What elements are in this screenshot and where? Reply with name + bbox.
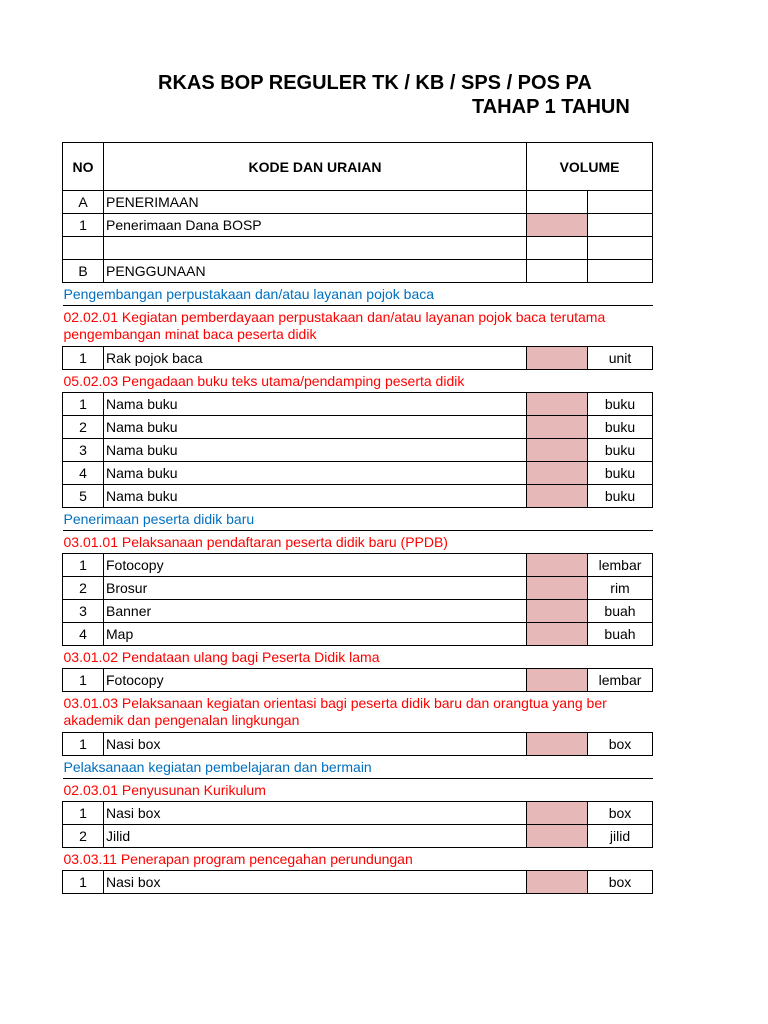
table-row	[63, 577, 653, 600]
row-number: B	[63, 260, 104, 283]
table-row	[63, 554, 653, 577]
table-row	[63, 237, 653, 260]
section-row	[63, 306, 653, 347]
document-title: RKAS BOP REGULER TK / KB / SPS / POS PA	[158, 72, 592, 94]
unit-cell[interactable]: buku	[588, 439, 653, 462]
section-row	[63, 848, 653, 871]
table-row	[63, 825, 653, 848]
section-row	[63, 370, 653, 393]
row-number: 2	[63, 577, 104, 600]
row-description[interactable]: Banner	[104, 600, 527, 623]
volume-cell[interactable]	[527, 554, 588, 577]
table-row	[63, 462, 653, 485]
section-heading-line: 02.02.01 Kegiatan pemberdayaan perpustakaan dan/atau layanan pojok baca terutama	[63, 309, 606, 325]
unit-cell[interactable]	[588, 191, 653, 214]
table-row	[63, 733, 653, 756]
unit-cell[interactable]: buku	[588, 485, 653, 508]
row-number: 4	[63, 462, 104, 485]
volume-cell[interactable]	[527, 237, 588, 260]
unit-cell[interactable]: lembar	[588, 554, 653, 577]
volume-cell[interactable]	[527, 623, 588, 646]
row-description[interactable]	[104, 237, 527, 260]
volume-cell[interactable]	[527, 462, 588, 485]
section-row	[63, 692, 653, 733]
row-number: 2	[63, 825, 104, 848]
row-description[interactable]: Nasi box	[104, 733, 527, 756]
unit-cell[interactable]: buku	[588, 393, 653, 416]
section-heading	[63, 692, 653, 733]
volume-cell[interactable]	[527, 871, 588, 894]
row-description[interactable]: Map	[104, 623, 527, 646]
table-row	[63, 393, 653, 416]
row-description[interactable]: Fotocopy	[104, 554, 527, 577]
unit-cell[interactable]: rim	[588, 577, 653, 600]
row-number: 1	[63, 214, 104, 237]
table-row	[63, 669, 653, 692]
row-number: 1	[63, 554, 104, 577]
volume-cell[interactable]	[527, 191, 588, 214]
row-number: A	[63, 191, 104, 214]
volume-cell[interactable]	[527, 825, 588, 848]
unit-cell[interactable]: buku	[588, 416, 653, 439]
header-kode-uraian: KODE DAN URAIAN	[104, 143, 527, 191]
row-description[interactable]: Fotocopy	[104, 669, 527, 692]
section-heading: 03.03.11 Penerapan program pencegahan perundungan	[63, 848, 653, 871]
row-description[interactable]: Jilid	[104, 825, 527, 848]
row-number: 2	[63, 416, 104, 439]
unit-cell[interactable]	[588, 260, 653, 283]
volume-cell[interactable]	[527, 485, 588, 508]
volume-cell[interactable]	[527, 577, 588, 600]
row-description[interactable]: Nama buku	[104, 485, 527, 508]
row-description[interactable]: Nama buku	[104, 393, 527, 416]
table-header-row	[63, 143, 653, 191]
volume-cell[interactable]	[527, 439, 588, 462]
unit-cell[interactable]	[588, 214, 653, 237]
unit-cell[interactable]: box	[588, 802, 653, 825]
table-row	[63, 485, 653, 508]
row-number: 4	[63, 623, 104, 646]
table-row	[63, 802, 653, 825]
row-number: 1	[63, 393, 104, 416]
section-heading: Pelaksanaan kegiatan pembelajaran dan bermain	[63, 756, 653, 779]
row-number: 1	[63, 347, 104, 370]
unit-cell[interactable]: box	[588, 871, 653, 894]
row-description[interactable]: PENERIMAAN	[104, 191, 527, 214]
section-heading: Pengembangan perpustakaan dan/atau layanan pojok baca	[63, 283, 653, 306]
table-row	[63, 191, 653, 214]
volume-cell[interactable]	[527, 733, 588, 756]
unit-cell[interactable]: unit	[588, 347, 653, 370]
table-row	[63, 439, 653, 462]
unit-cell[interactable]: buah	[588, 623, 653, 646]
section-heading-line: pengembangan minat baca peserta didik	[63, 326, 317, 342]
row-number	[63, 237, 104, 260]
unit-cell[interactable]: lembar	[588, 669, 653, 692]
row-number: 1	[63, 871, 104, 894]
table-row	[63, 600, 653, 623]
header-no: NO	[63, 143, 104, 191]
section-heading-line: akademik dan pengenalan lingkungan	[63, 712, 300, 728]
row-number: 1	[63, 669, 104, 692]
volume-cell[interactable]	[527, 600, 588, 623]
section-row	[63, 646, 653, 669]
volume-cell[interactable]	[527, 393, 588, 416]
section-heading	[63, 306, 653, 347]
volume-cell[interactable]	[527, 669, 588, 692]
row-description[interactable]: PENGGUNAAN	[104, 260, 527, 283]
row-description[interactable]: Nasi box	[104, 802, 527, 825]
section-row	[63, 756, 653, 779]
row-number: 3	[63, 439, 104, 462]
section-row	[63, 779, 653, 802]
section-row	[63, 283, 653, 306]
section-row	[63, 508, 653, 531]
section-heading: 03.01.02 Pendataan ulang bagi Peserta Didik lama	[63, 646, 653, 669]
volume-cell[interactable]	[527, 416, 588, 439]
row-number: 5	[63, 485, 104, 508]
volume-cell[interactable]	[527, 802, 588, 825]
section-heading: 03.01.01 Pelaksanaan pendaftaran peserta didik baru (PPDB)	[63, 531, 653, 554]
section-heading: Penerimaan peserta didik baru	[63, 508, 653, 531]
row-description[interactable]: Rak pojok baca	[104, 347, 527, 370]
row-description[interactable]: Nama buku	[104, 416, 527, 439]
table-row	[63, 416, 653, 439]
row-number: 1	[63, 733, 104, 756]
table-row	[63, 871, 653, 894]
row-description[interactable]: Brosur	[104, 577, 527, 600]
table-row	[63, 214, 653, 237]
volume-cell[interactable]	[527, 347, 588, 370]
header-volume: VOLUME	[527, 143, 653, 191]
table-row	[63, 260, 653, 283]
row-number: 1	[63, 802, 104, 825]
unit-cell[interactable]: buku	[588, 462, 653, 485]
row-description[interactable]: Penerimaan Dana BOSP	[104, 214, 527, 237]
row-number: 3	[63, 600, 104, 623]
table-row	[63, 347, 653, 370]
rkas-table	[62, 142, 653, 894]
row-description[interactable]: Nama buku	[104, 462, 527, 485]
unit-cell[interactable]: buah	[588, 600, 653, 623]
document-subtitle: TAHAP 1 TAHUN	[472, 96, 630, 118]
section-heading: 05.02.03 Pengadaan buku teks utama/pendamping peserta didik	[63, 370, 653, 393]
volume-cell[interactable]	[527, 260, 588, 283]
unit-cell[interactable]	[588, 237, 653, 260]
row-description[interactable]: Nama buku	[104, 439, 527, 462]
section-heading: 02.03.01 Penyusunan Kurikulum	[63, 779, 653, 802]
section-row	[63, 531, 653, 554]
section-heading-line: 03.01.03 Pelaksanaan kegiatan orientasi bagi peserta didik baru dan orangtua yang ber	[63, 695, 607, 711]
unit-cell[interactable]: box	[588, 733, 653, 756]
table-row	[63, 623, 653, 646]
unit-cell[interactable]: jilid	[588, 825, 653, 848]
row-description[interactable]: Nasi box	[104, 871, 527, 894]
volume-cell[interactable]	[527, 214, 588, 237]
